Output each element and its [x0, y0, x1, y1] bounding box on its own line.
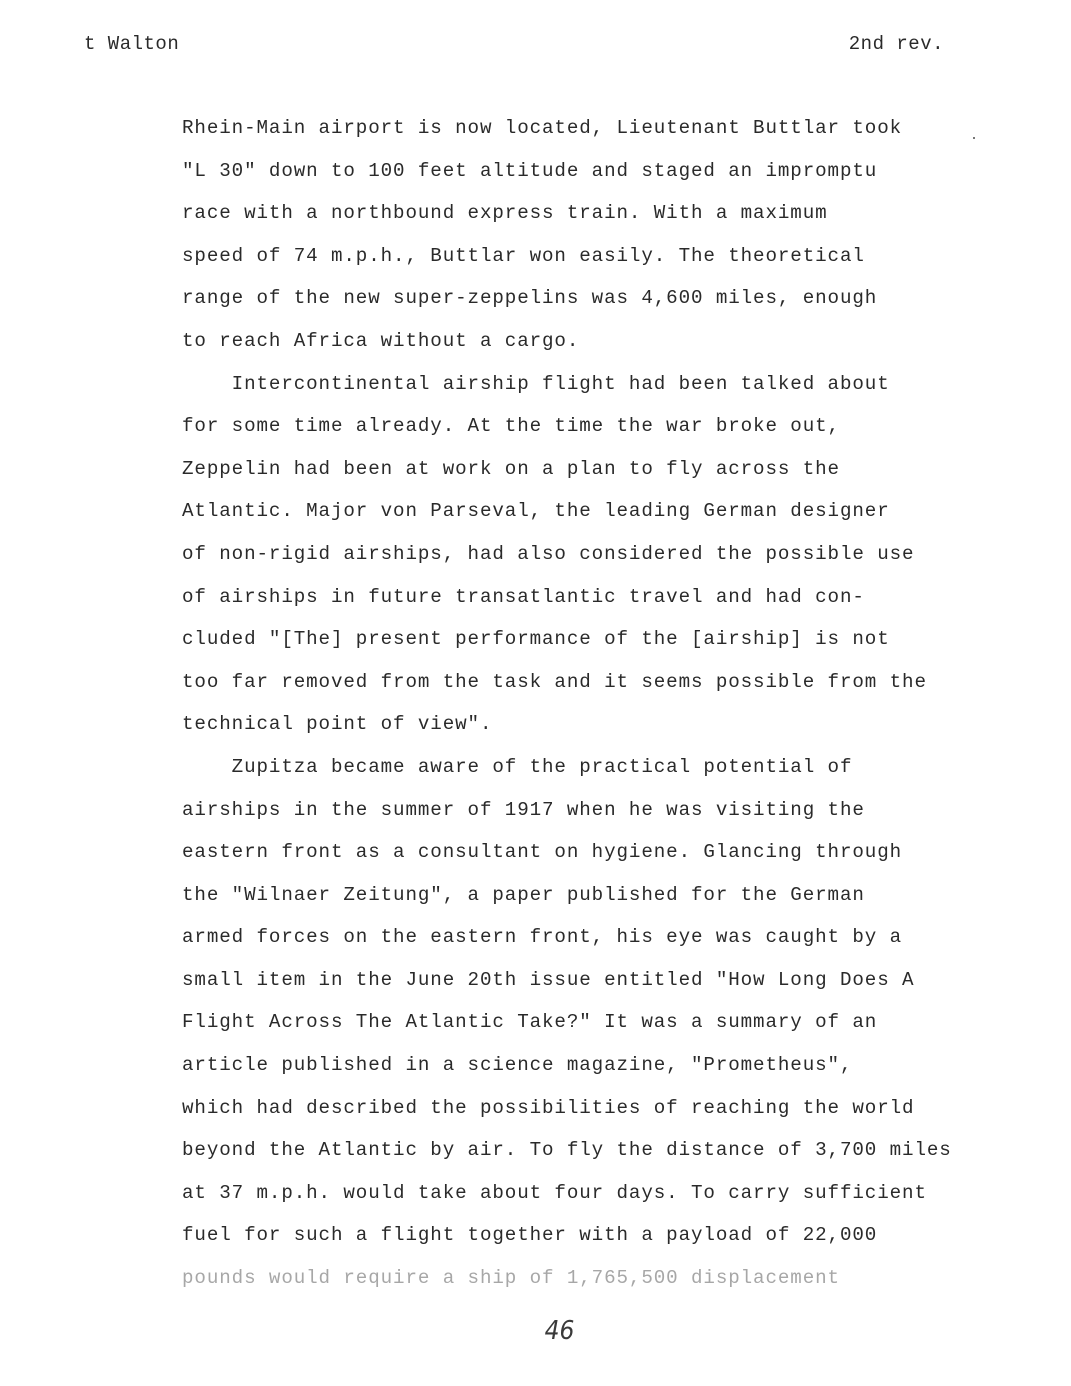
text-line: of airships in future transatlantic travel and had con- [182, 585, 865, 608]
text-line: "L 30" down to 100 feet altitude and staged an impromptu [182, 159, 878, 182]
text-line: for some time already. At the time the war broke out, [182, 415, 840, 438]
text-line: small item in the June 20th issue entitled "How Long Does A [182, 968, 915, 991]
text-line: of non-rigid airships, had also considered the possible use [182, 542, 915, 565]
text-line: which had described the possibilities of reaching the world [182, 1096, 915, 1119]
handwritten-page-number: 46 [544, 1316, 575, 1346]
text-line: beyond the Atlantic by air. To fly the distance of 3,700 miles [182, 1139, 952, 1162]
revision-label: 2nd rev. [848, 33, 944, 55]
text-line: Atlantic. Major von Parseval, the leading German designer [182, 500, 890, 523]
text-line: to reach Africa without a cargo. [182, 329, 580, 352]
running-header-author: t Walton [84, 33, 180, 55]
text-line: Intercontinental airship flight had been talked about [182, 372, 890, 395]
text-line: eastern front as a consultant on hygiene. Glancing through [182, 841, 903, 864]
text-line: technical point of view". [182, 713, 493, 736]
text-line: airships in the summer of 1917 when he was visiting the [182, 798, 865, 821]
text-line: armed forces on the eastern front, his eye was caught by a [182, 926, 903, 949]
text-line: Flight Across The Atlantic Take?" It was a summary of an [182, 1011, 878, 1034]
text-line: race with a northbound express train. With a maximum [182, 202, 828, 225]
text-line-faded: pounds would require a ship of 1,765,500 displacement [182, 1267, 840, 1290]
text-line: Rhein-Main airport is now located, Lieutenant Buttlar took [182, 117, 903, 139]
text-line: speed of 74 m.p.h., Buttlar won easily. The theoretical [182, 244, 865, 267]
body-text [182, 112, 1002, 1305]
text-line: fuel for such a flight together with a payload of 22,000 [182, 1224, 878, 1247]
text-line: too far removed from the task and it seems possible from the [182, 670, 927, 693]
text-line: Zupitza became aware of the practical potential of [182, 755, 853, 778]
text-line: the "Wilnaer Zeitung", a paper published for the German [182, 883, 865, 906]
text-line: article published in a science magazine, "Prometheus", [182, 1054, 853, 1077]
text-line: at 37 m.p.h. would take about four days. To carry sufficient [182, 1181, 927, 1204]
text-line: range of the new super-zeppelins was 4,600 miles, enough [182, 287, 878, 310]
text-line: Zeppelin had been at work on a plan to fly across the [182, 457, 840, 480]
text-line: cluded "[The] present performance of the [airship] is not [182, 628, 890, 651]
